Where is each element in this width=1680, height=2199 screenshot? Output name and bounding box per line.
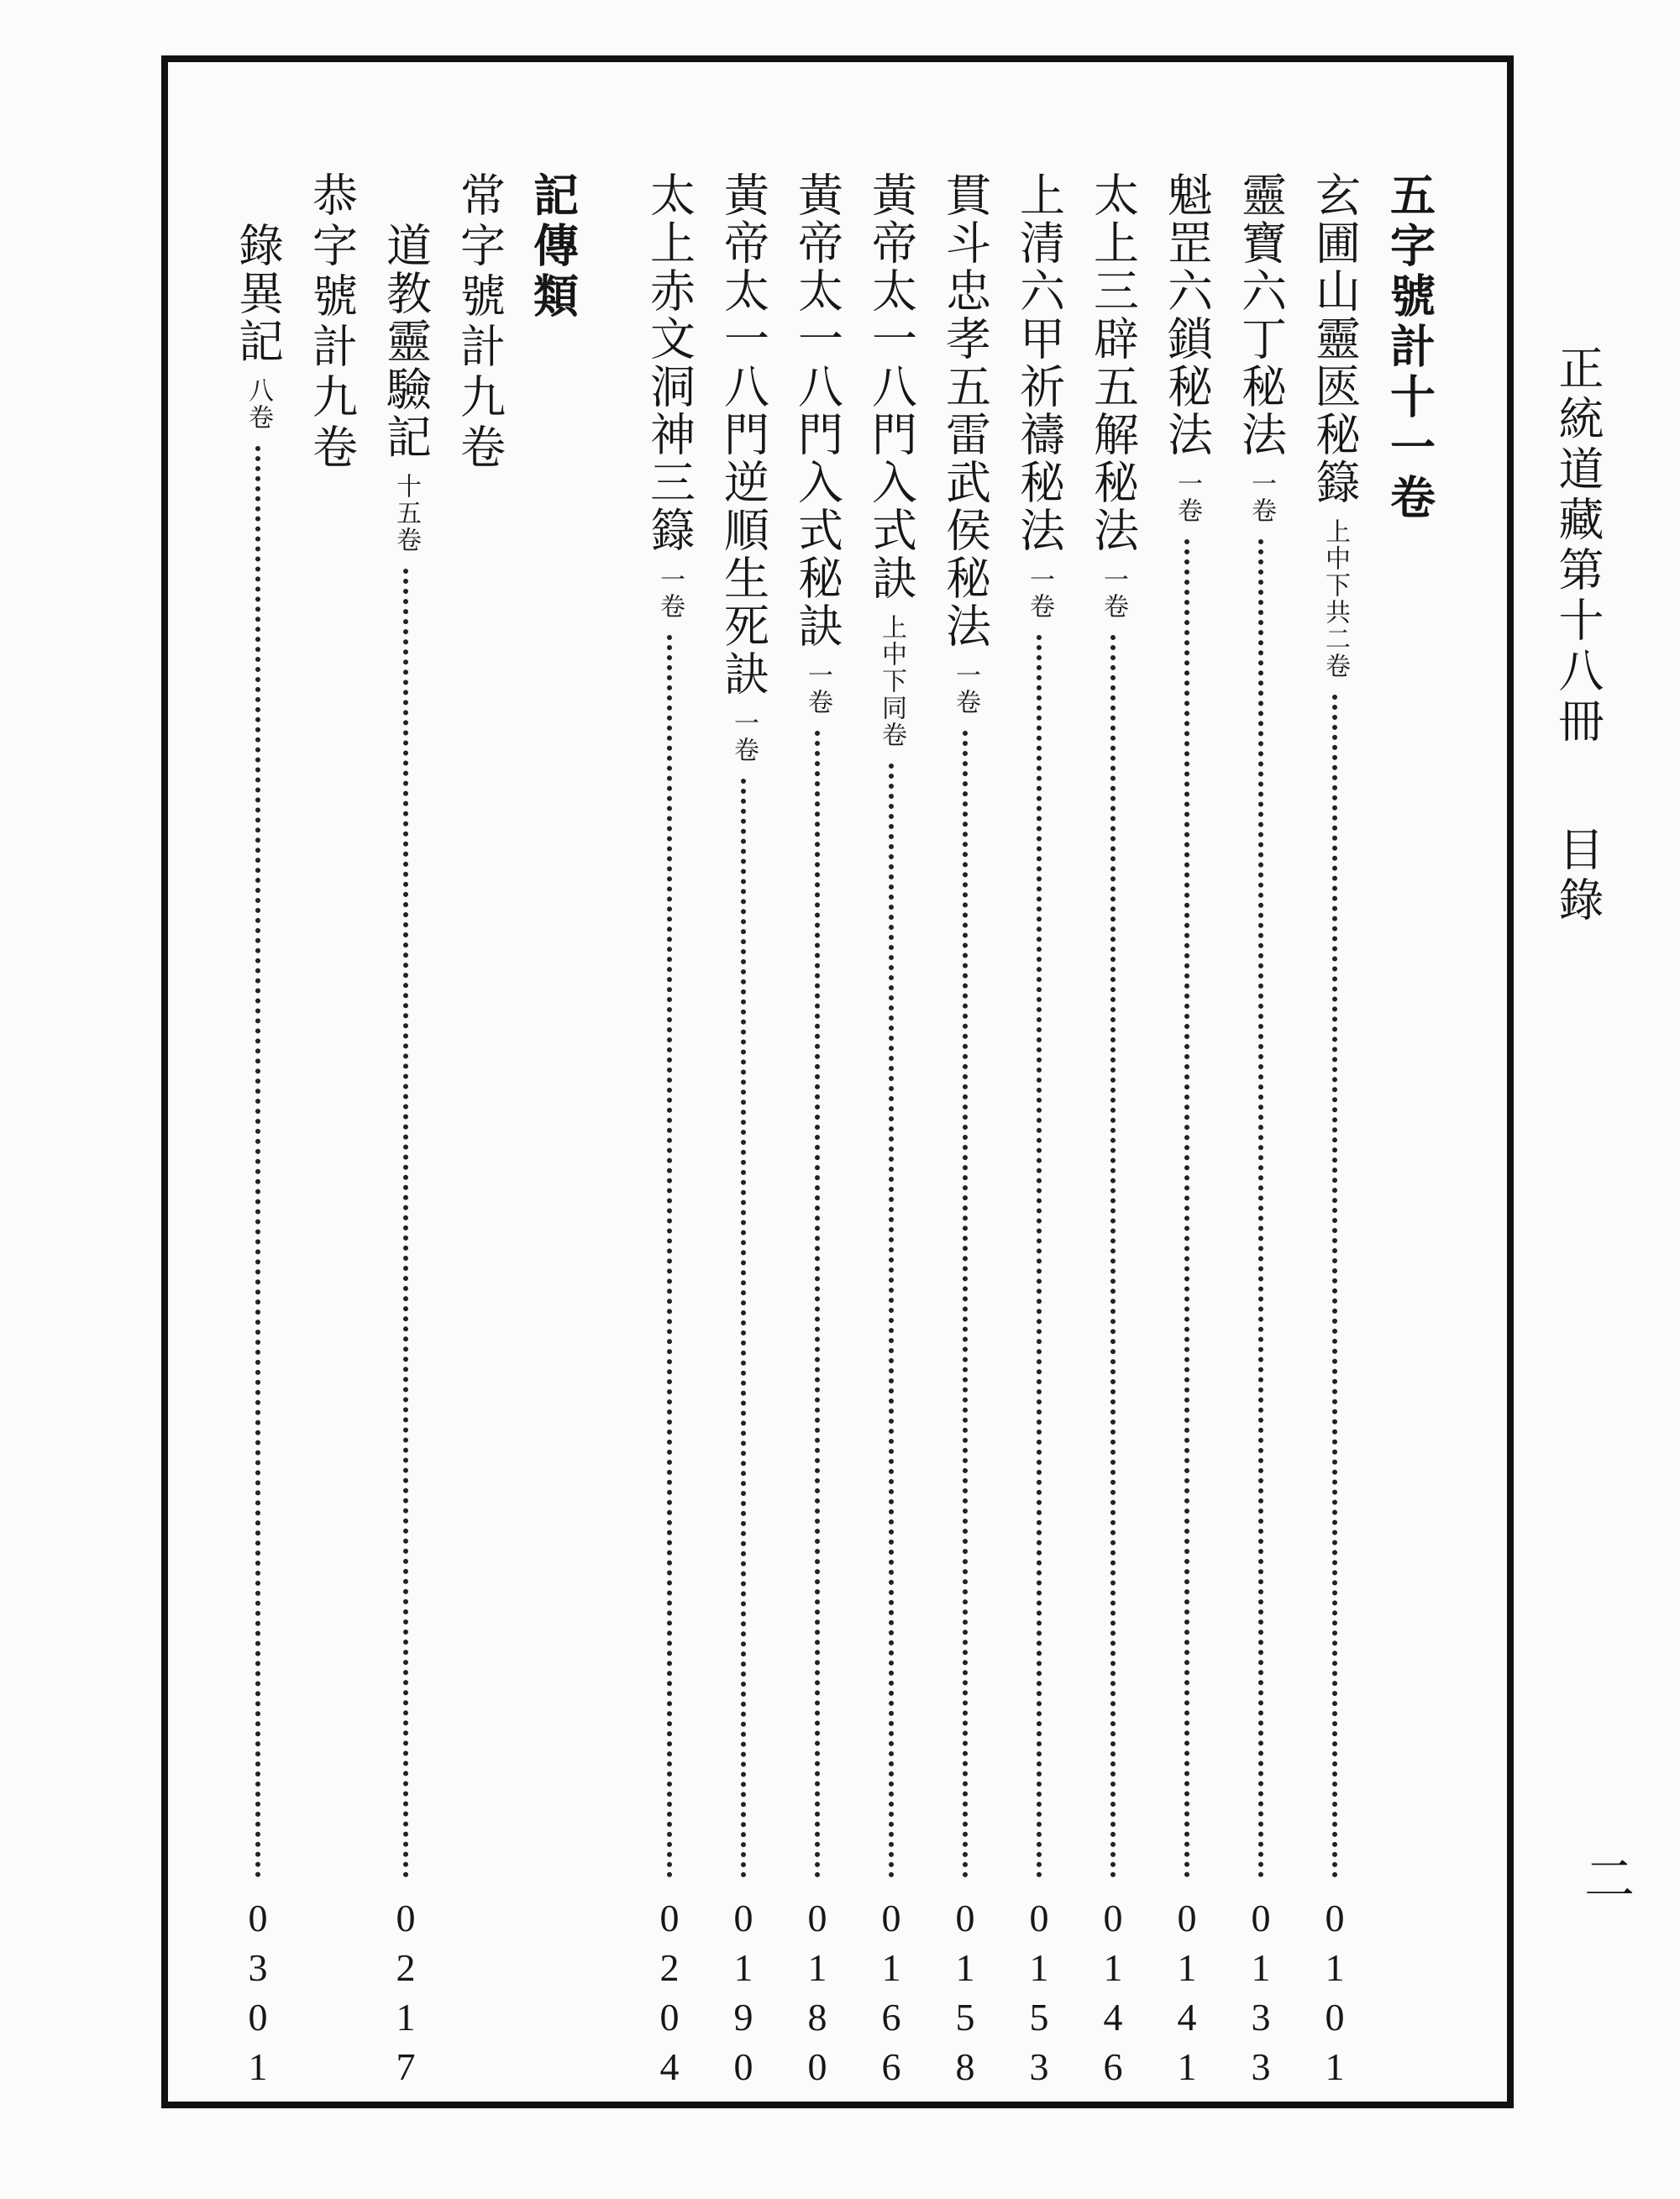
entry-page: 0141 <box>1165 1897 1209 2095</box>
entry-title: 玄圃山靈匧秘籙 <box>1308 171 1362 506</box>
toc-entry[interactable] <box>373 222 438 2095</box>
entry-note: 一卷 <box>1099 566 1128 620</box>
leader-dots <box>963 731 968 1878</box>
entry-page: 0166 <box>869 1897 913 2095</box>
entry-note: 上中下同卷 <box>877 614 906 748</box>
leader-dots <box>1037 635 1042 1878</box>
entry-page: 0217 <box>384 1897 428 2095</box>
entry-page: 0190 <box>722 1897 765 2095</box>
entry-note: 一卷 <box>1025 566 1054 620</box>
toc-entry[interactable] <box>1302 171 1368 2095</box>
leader-dots <box>1184 539 1189 1878</box>
running-head <box>1546 344 1610 926</box>
toc-entry[interactable] <box>1154 171 1220 2095</box>
entry-title: 道教靈驗記 <box>379 222 433 461</box>
leader-dots <box>667 635 672 1878</box>
entry-page: 0133 <box>1239 1897 1283 2095</box>
entry-note: 一卷 <box>951 662 980 716</box>
entry-title: 錄異記 <box>231 222 285 365</box>
toc-entry[interactable] <box>1080 171 1146 2095</box>
entry-title: 貫斗忠孝五雷武侯秘法 <box>938 171 992 650</box>
toc-entry[interactable] <box>1228 171 1294 2095</box>
folio-number: 二 <box>1576 1852 1635 1902</box>
entry-note: 上中下共二卷 <box>1320 518 1350 680</box>
entry-title: 魁罡六鎖秘法 <box>1160 171 1214 459</box>
entry-note: 一卷 <box>1173 470 1202 524</box>
entry-title: 上清六甲祈禱秘法 <box>1012 171 1066 554</box>
group-heading: 記傳類 <box>526 171 580 323</box>
entry-note: 一卷 <box>655 566 685 620</box>
leader-dots <box>1332 695 1337 1878</box>
toc-entry[interactable] <box>932 171 998 2095</box>
entry-page: 0204 <box>648 1897 691 2095</box>
entry-page: 0301 <box>236 1897 280 2095</box>
contents-frame <box>161 55 1514 2108</box>
group-heading: 恭字號計九卷 <box>305 171 359 474</box>
toc-entry[interactable] <box>785 171 850 2095</box>
entry-note: 十五卷 <box>391 473 421 554</box>
entry-page: 0101 <box>1313 1897 1357 2095</box>
leader-dots <box>403 569 408 1878</box>
entry-note: 一卷 <box>803 662 832 716</box>
volume-title: 正統道藏第十八冊 <box>1551 344 1604 748</box>
entry-title: 黃帝太一八門逆順生死訣 <box>717 171 770 698</box>
entry-title: 靈寶六丁秘法 <box>1234 171 1288 459</box>
entry-page: 0158 <box>943 1897 987 2095</box>
leader-dots <box>815 731 820 1878</box>
toc-entry[interactable] <box>637 171 702 2095</box>
leader-dots <box>889 764 894 1878</box>
section-title: 目錄 <box>1551 826 1604 927</box>
entry-title: 太上赤文洞神三籙 <box>643 171 696 554</box>
entry-title: 黃帝太一八門入式訣 <box>864 171 918 602</box>
entry-note: 一卷 <box>1247 470 1276 524</box>
toc-entry[interactable] <box>225 222 291 2095</box>
leader-dots <box>1258 539 1263 1878</box>
leader-dots <box>1110 635 1116 1878</box>
entry-title: 黃帝太一八門入式秘訣 <box>790 171 844 650</box>
entry-page: 0180 <box>795 1897 839 2095</box>
group-heading: 常字號計九卷 <box>453 171 507 474</box>
toc-entry[interactable] <box>1006 171 1072 2095</box>
entry-title: 太上三辟五解秘法 <box>1086 171 1140 554</box>
toc-entry[interactable] <box>858 171 924 2095</box>
entry-note: 一卷 <box>729 710 759 764</box>
leader-dots <box>741 779 746 1878</box>
group-heading: 五字號計十一卷 <box>1383 171 1437 524</box>
entry-note: 八卷 <box>244 377 273 431</box>
entry-page: 0146 <box>1091 1897 1135 2095</box>
toc-entry[interactable] <box>711 171 776 2095</box>
leader-dots <box>255 446 260 1878</box>
entry-page: 0153 <box>1017 1897 1061 2095</box>
